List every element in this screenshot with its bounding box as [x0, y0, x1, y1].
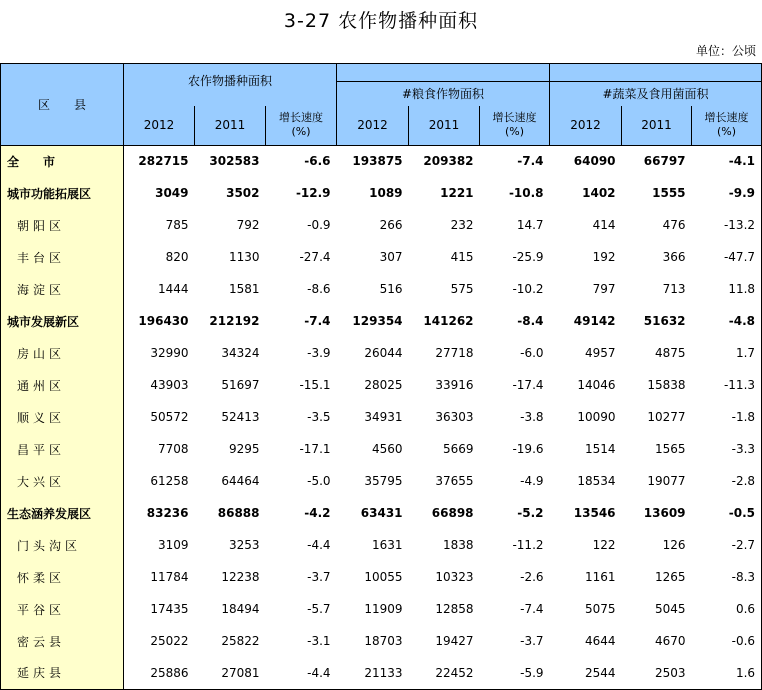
table-cell: -5.2 — [517, 506, 544, 520]
table-cell: -3.9 — [307, 346, 331, 360]
table-row — [1, 529, 762, 561]
table-cell: -6.0 — [520, 346, 544, 360]
table-cell: 5045 — [654, 602, 686, 616]
table-cell: -2.6 — [520, 570, 544, 584]
table-row — [1, 209, 762, 241]
table-cell: -27.4 — [299, 250, 331, 264]
district-name: 顺义区 — [1, 401, 124, 433]
table-cell: 25822 — [221, 634, 260, 648]
table-cell: 32990 — [150, 346, 189, 360]
table-cell: 61258 — [150, 474, 189, 488]
district-name: 平谷区 — [1, 593, 124, 625]
table-cell: 820 — [165, 250, 189, 264]
col-header-growth-rate — [692, 106, 762, 146]
table-cell: 10090 — [577, 410, 616, 424]
table-cell: 713 — [662, 282, 686, 296]
table-cell: 13609 — [643, 506, 686, 520]
table-cell: 3109 — [157, 538, 189, 552]
group-header-grain-label: #粮食作物面积 — [337, 81, 549, 106]
table-cell: 86888 — [217, 506, 260, 520]
table-cell: -0.9 — [307, 218, 331, 232]
table-cell: 415 — [450, 250, 474, 264]
table-cell: 3049 — [155, 186, 189, 200]
table-cell: 192 — [592, 250, 616, 264]
table-cell: 3502 — [226, 186, 260, 200]
table-cell: 1161 — [584, 570, 616, 584]
growth-rate-label: 增长速度 — [704, 111, 749, 124]
col-header-2012: 2012 — [550, 106, 622, 146]
table-cell: 66797 — [643, 154, 686, 169]
table-cell: 476 — [662, 218, 686, 232]
table-cell: -3.8 — [520, 410, 544, 424]
table-cell: -4.1 — [692, 145, 762, 177]
table-cell: -11.3 — [692, 369, 762, 401]
table-row — [1, 497, 762, 529]
district-name: 城市发展新区 — [1, 305, 124, 337]
table-cell: 232 — [450, 218, 474, 232]
district-name: 海淀区 — [1, 273, 124, 305]
col-header-growth-rate — [266, 106, 337, 146]
table-cell: 1838 — [442, 538, 474, 552]
table-cell: 302583 — [209, 154, 260, 169]
col-header-2012: 2012 — [124, 106, 195, 146]
unit-label: 单位：公顷 — [695, 44, 756, 58]
table-cell: 18494 — [221, 602, 260, 616]
table-cell: -10.8 — [508, 186, 544, 200]
table-cell: 0.6 — [692, 593, 762, 625]
col-header-2011: 2011 — [409, 106, 480, 146]
table-cell: 1402 — [582, 186, 616, 200]
table-cell: -19.6 — [512, 442, 544, 456]
table-cell: 51632 — [643, 314, 686, 328]
table-row — [1, 401, 762, 433]
group-header-veg-label: #蔬菜及食用菌面积 — [550, 81, 761, 106]
table-cell: 15838 — [647, 378, 686, 392]
table-cell: 575 — [450, 282, 474, 296]
table-cell: 27718 — [435, 346, 474, 360]
table-cell: 36303 — [435, 410, 474, 424]
table-cell: -5.9 — [480, 657, 550, 689]
table-cell: 212192 — [209, 314, 260, 328]
table-cell: 12858 — [435, 602, 474, 616]
table-cell: -4.4 — [307, 538, 331, 552]
table-cell: 366 — [662, 250, 686, 264]
table-row — [1, 593, 762, 625]
table-cell: 1130 — [228, 250, 260, 264]
district-name: 城市功能拓展区 — [1, 177, 124, 209]
table-cell: 25022 — [150, 634, 189, 648]
page-title: 3-27 农作物播种面积 — [283, 10, 479, 32]
table-cell: 4670 — [654, 634, 686, 648]
district-name: 房山区 — [1, 337, 124, 369]
table-row — [1, 241, 762, 273]
growth-rate-label: 增长速度 — [279, 111, 324, 124]
table-cell: -9.9 — [692, 177, 762, 209]
table-row — [1, 465, 762, 497]
table-cell: 51697 — [221, 378, 260, 392]
table-cell: 5075 — [584, 602, 616, 616]
table-cell: 34931 — [364, 410, 403, 424]
table-cell: 196430 — [138, 314, 189, 328]
table-cell: 126 — [662, 538, 686, 552]
table-cell: 1.6 — [692, 657, 762, 689]
district-name: 全 市 — [1, 145, 124, 177]
table-cell: 18534 — [577, 474, 616, 488]
col-header-2012: 2012 — [337, 106, 409, 146]
district-header: 区 县 — [1, 64, 124, 146]
table-cell: 64090 — [573, 154, 616, 169]
table-cell: 14.7 — [516, 218, 544, 232]
percent-label: (%) — [291, 125, 311, 138]
table-cell: 9295 — [228, 442, 260, 456]
group-header-veg — [550, 64, 762, 106]
table-cell: -12.9 — [295, 186, 331, 200]
table-cell: 2544 — [550, 657, 622, 689]
table-cell: 19077 — [647, 474, 686, 488]
table-cell: 1555 — [652, 186, 686, 200]
district-name: 昌平区 — [1, 433, 124, 465]
table-cell: 28025 — [364, 378, 403, 392]
table-cell: -25.9 — [512, 250, 544, 264]
table-cell: -3.5 — [307, 410, 331, 424]
table-cell: 2503 — [622, 657, 692, 689]
table-cell: 129354 — [352, 314, 403, 328]
table-cell: 66898 — [431, 506, 474, 520]
table-cell: 122 — [592, 538, 616, 552]
table-row — [1, 337, 762, 369]
table-cell: -7.4 — [520, 602, 544, 616]
table-row — [1, 145, 762, 177]
table-cell: 1221 — [440, 186, 474, 200]
table-cell: 33916 — [435, 378, 474, 392]
table-cell: 1265 — [654, 570, 686, 584]
table-cell: 35795 — [364, 474, 403, 488]
table-cell: -4.9 — [520, 474, 544, 488]
table-cell: -17.4 — [512, 378, 544, 392]
table-cell: -3.1 — [307, 634, 331, 648]
table-cell: 792 — [236, 218, 260, 232]
table-cell: -8.3 — [692, 561, 762, 593]
district-name: 延庆县 — [1, 657, 124, 689]
table-cell: -0.5 — [692, 497, 762, 529]
district-name: 门头沟区 — [1, 529, 124, 561]
percent-label: (%) — [717, 125, 737, 138]
table-cell: -3.3 — [692, 433, 762, 465]
table-cell: -4.2 — [304, 506, 331, 520]
growth-rate-label: 增长速度 — [492, 111, 537, 124]
table-cell: 10055 — [364, 570, 403, 584]
district-name: 丰台区 — [1, 241, 124, 273]
table-row — [1, 433, 762, 465]
table-cell: 4957 — [584, 346, 616, 360]
table-cell: 63431 — [360, 506, 403, 520]
table-cell: 27081 — [195, 657, 266, 689]
table-cell: 10277 — [647, 410, 686, 424]
table-cell: 1.7 — [692, 337, 762, 369]
table-cell: 21133 — [337, 657, 409, 689]
table-cell: -4.8 — [692, 305, 762, 337]
table-cell: -2.7 — [692, 529, 762, 561]
table-cell: 12238 — [221, 570, 260, 584]
table-cell: -1.8 — [692, 401, 762, 433]
table-cell: -8.4 — [517, 314, 544, 328]
table-cell: 11909 — [364, 602, 403, 616]
table-cell: 50572 — [150, 410, 189, 424]
table-cell: 43903 — [150, 378, 189, 392]
table-row — [1, 369, 762, 401]
table-cell: 17435 — [150, 602, 189, 616]
table-cell: 282715 — [138, 154, 189, 169]
table-cell: 797 — [592, 282, 616, 296]
table-cell: 14046 — [577, 378, 616, 392]
table-row — [1, 177, 762, 209]
table-cell: -7.4 — [304, 314, 331, 328]
table-cell: 52413 — [221, 410, 260, 424]
table-cell: 49142 — [573, 314, 616, 328]
table-cell: 785 — [165, 218, 189, 232]
table-cell: -10.2 — [512, 282, 544, 296]
table-cell: 1089 — [369, 186, 403, 200]
table-cell: -13.2 — [692, 209, 762, 241]
table-cell: 83236 — [146, 506, 189, 520]
col-header-2011: 2011 — [195, 106, 266, 146]
table-cell: 1631 — [371, 538, 403, 552]
percent-label: (%) — [505, 125, 525, 138]
table-cell: 1565 — [654, 442, 686, 456]
district-name: 生态涵养发展区 — [1, 497, 124, 529]
table-cell: 1444 — [157, 282, 189, 296]
planting-area-table — [0, 63, 762, 690]
table-cell: -11.2 — [512, 538, 544, 552]
district-name: 大兴区 — [1, 465, 124, 497]
table-cell: -8.6 — [307, 282, 331, 296]
table-cell: 11784 — [150, 570, 189, 584]
table-cell: 22452 — [409, 657, 480, 689]
table-cell: 266 — [379, 218, 403, 232]
table-cell: -7.4 — [517, 154, 544, 169]
district-name: 怀柔区 — [1, 561, 124, 593]
table-row — [1, 561, 762, 593]
table-cell: 4644 — [584, 634, 616, 648]
table-cell: 13546 — [573, 506, 616, 520]
table-cell: 3253 — [228, 538, 260, 552]
table-cell: -6.6 — [304, 154, 331, 169]
table-cell: 19427 — [435, 634, 474, 648]
table-cell: 193875 — [352, 154, 403, 169]
table-cell: 34324 — [221, 346, 260, 360]
col-header-2011: 2011 — [622, 106, 692, 146]
table-row — [1, 625, 762, 657]
table-cell: -3.7 — [307, 570, 331, 584]
table-cell: 7708 — [157, 442, 189, 456]
table-cell: -47.7 — [692, 241, 762, 273]
table-cell: 4560 — [371, 442, 403, 456]
table-cell: -15.1 — [299, 378, 331, 392]
table-cell: 18703 — [364, 634, 403, 648]
table-cell: 307 — [379, 250, 403, 264]
table-cell: 37655 — [435, 474, 474, 488]
table-cell: 1581 — [228, 282, 260, 296]
col-header-growth-rate — [480, 106, 550, 146]
table-cell: -17.1 — [299, 442, 331, 456]
table-cell: -5.0 — [307, 474, 331, 488]
table-cell: 1514 — [584, 442, 616, 456]
table-cell: 516 — [379, 282, 403, 296]
table-cell: -5.7 — [307, 602, 331, 616]
table-cell: -2.8 — [692, 465, 762, 497]
table-cell: 11.8 — [692, 273, 762, 305]
table-row — [1, 305, 762, 337]
table-cell: 25886 — [124, 657, 195, 689]
table-cell: 414 — [592, 218, 616, 232]
group-header-grain — [337, 64, 550, 106]
district-name: 通州区 — [1, 369, 124, 401]
table-cell: 10323 — [435, 570, 474, 584]
table-cell: 141262 — [423, 314, 474, 328]
district-name: 密云县 — [1, 625, 124, 657]
table-cell: -3.7 — [520, 634, 544, 648]
table-row — [1, 657, 762, 689]
table-row — [1, 273, 762, 305]
table-cell: 5669 — [442, 442, 474, 456]
table-cell: 64464 — [221, 474, 260, 488]
table-cell: 4875 — [654, 346, 686, 360]
district-name: 朝阳区 — [1, 209, 124, 241]
table-cell: 209382 — [423, 154, 474, 169]
group-header-crops: 农作物播种面积 — [124, 64, 337, 106]
table-cell: -4.4 — [266, 657, 337, 689]
table-cell: 26044 — [364, 346, 403, 360]
table-cell: -0.6 — [692, 625, 762, 657]
